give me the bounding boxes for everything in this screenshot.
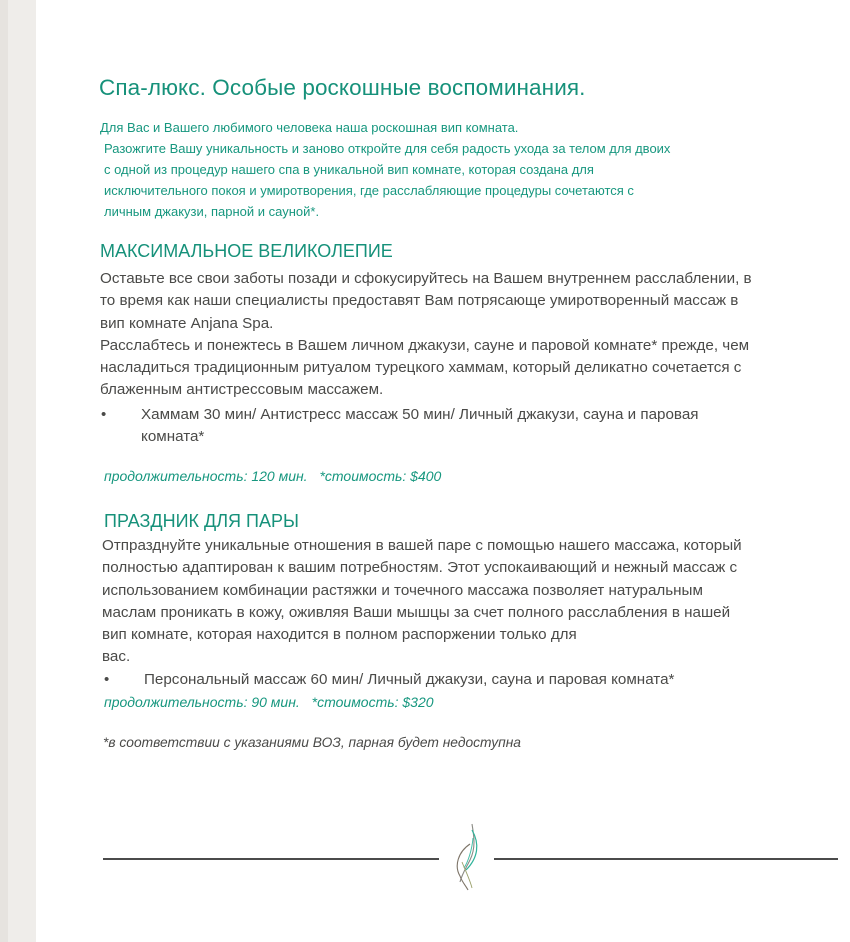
bullet-item [104,669,804,693]
bullet-line: Персональный массаж 60 мин/ Личный джакузи, сауна и паровая комната* [144,671,675,688]
bullet-text [141,404,699,449]
body-line: использованием комбинации растяжки и точечного массажа позволяет натуральным [102,581,703,599]
leaf-ornament-icon [450,822,486,892]
divider-rule-right [494,858,838,860]
intro-line: с одной из процедур нашего спа в уникальной вип комнате, которая создана для [104,162,594,177]
intro-line: личным джакузи, парной и сауной*. [104,204,320,219]
body-line: насладиться традиционным ритуалом турецкого хаммам, который деликатно сочетается с [100,359,742,377]
bullet-line: комната* [141,428,205,446]
body-line: то время как наши специалисты предоставят Вам потрясающе умиротворенный массаж в [100,292,739,310]
section-body-couple-celebration [102,535,742,669]
footnote: *в соответствии с указаниями ВОЗ, парная будет недоступна [103,735,521,750]
intro-line: Для Вас и Вашего любимого человека наша роскошная вип комната. [100,120,519,135]
bullet-line: Хаммам 30 мин/ Антистресс массаж 50 мин/ Личный джакузи, сауна и паровая [141,406,699,423]
page-margin [8,0,36,942]
body-line: Расслабтесь и понежтесь в Вашем личном джакузи, сауне и паровой комнате* прежде, чем [100,336,750,354]
duration-text: продолжительность: 90 мин. [104,694,300,710]
body-line: Отпразднуйте уникальные отношения в вашей паре с помощью нашего массажа, который [102,537,742,554]
body-line: маслам проникать в кожу, оживляя Ваши мышцы за счет полного расслабления в нашей [102,603,731,621]
window-gutter [0,0,8,942]
section-body-maximum-splendor [100,268,752,402]
duration-text: продолжительность: 120 мин. [104,468,308,484]
page-title: Спа-люкс. Особые роскошные воспоминания. [99,75,586,100]
body-line: вип комнате, которая находится в полном распоржении только для [102,626,577,644]
body-line: полностью адаптирован к вашим потребностям. Этот успокаивающий и нежный массаж с [102,559,738,577]
intro-line: Разожгите Вашу уникальность и заново откройте для себя радость ухода за телом для двоих [104,141,671,156]
service-meta [104,468,441,484]
intro-line: исключительного покоя и умиротворения, где расслабляющие процедуры сочетаются с [104,183,634,198]
intro-paragraph [100,117,670,222]
body-line: вип комнате Anjana Spa. [100,314,274,332]
section-heading-maximum-splendor: МАКСИМАЛЬНОЕ ВЕЛИКОЛЕПИЕ [100,241,393,261]
bullet-icon: • [104,671,110,688]
bullet-item [101,404,801,450]
service-meta [104,694,434,710]
price-text: *стоимость: $320 [311,694,434,710]
divider-rule-left [103,858,439,860]
price-text: *стоимость: $400 [319,468,442,484]
bullet-icon: • [101,406,107,423]
body-line: блаженным антистрессовым массажем. [100,381,384,399]
section-heading-couple-celebration: ПРАЗДНИК ДЛЯ ПАРЫ [104,511,299,531]
body-line: Оставьте все свои заботы позади и сфокусируйтесь на Вашем внутреннем расслаблении, в [100,270,752,287]
body-line: вас. [102,648,131,666]
